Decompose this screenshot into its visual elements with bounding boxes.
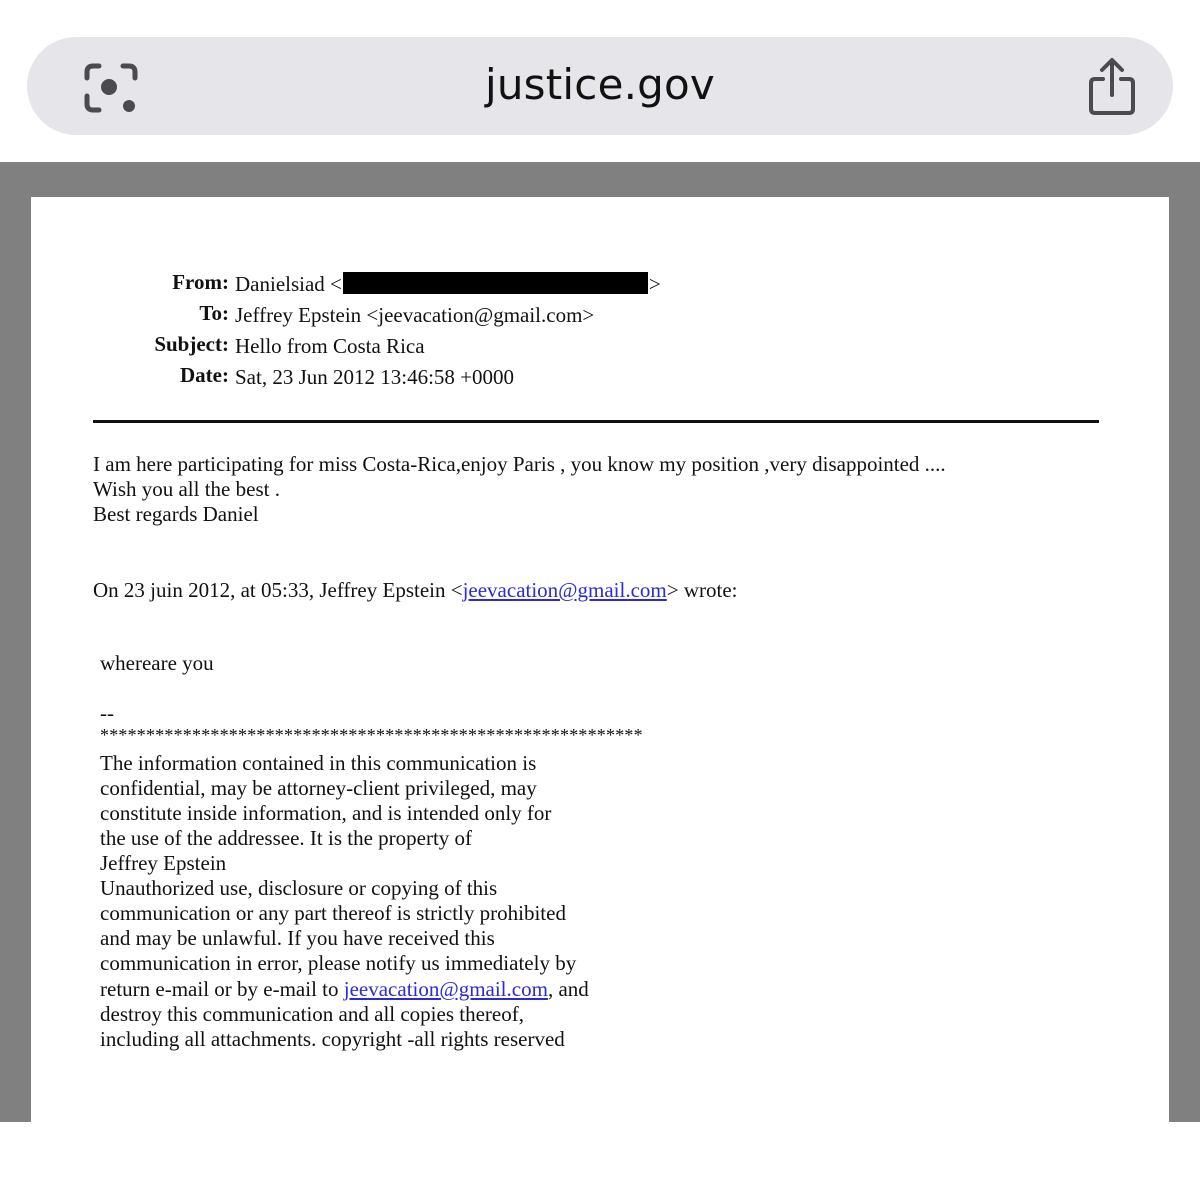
disclaimer-line: confidential, may be attorney-client privileged, may <box>100 776 537 800</box>
disclaimer-line: destroy this communication and all copies thereof, <box>100 1002 524 1026</box>
subject-value: Hello from Costa Rica <box>235 334 425 358</box>
quote-header <box>93 577 738 603</box>
disclaimer-line: Unauthorized use, disclosure or copying of this <box>100 876 498 900</box>
disclaimer-link-prefix: return e-mail or by e-mail to <box>100 977 344 1001</box>
signature-dashes: -- <box>100 701 114 725</box>
quote-email-link[interactable]: jeevacation@gmail.com <box>462 578 667 602</box>
disclaimer-line: and may be unlawful. If you have received this <box>100 926 495 950</box>
signature-stars: *********************************************************** <box>100 725 643 745</box>
disclaimer-line: the use of the addressee. It is the property of <box>100 826 473 850</box>
date-value: Sat, 23 Jun 2012 13:46:58 +0000 <box>235 365 515 389</box>
url-text[interactable]: justice.gov <box>484 60 715 109</box>
disclaimer-line: Jeffrey Epstein <box>100 851 227 875</box>
disclaimer-line: including all attachments. copyright -all rights reserved <box>100 1027 565 1051</box>
quote-header-prefix: On 23 juin 2012, at 05:33, Jeffrey Epstein < <box>93 578 463 602</box>
subject-label: Subject: <box>154 332 229 356</box>
quoted-message: whereare you <box>100 651 214 675</box>
disclaimer-email-link[interactable]: jeevacation@gmail.com <box>343 977 548 1001</box>
body-line: Wish you all the best . <box>93 477 280 501</box>
disclaimer-line: communication in error, please notify us immediately by <box>100 951 577 975</box>
disclaimer-link-suffix: , and <box>547 977 589 1001</box>
disclaimer-line: constitute inside information, and is intended only for <box>100 801 552 825</box>
to-value: Jeffrey Epstein <jeevacation@gmail.com> <box>235 303 595 327</box>
disclaimer-link-line <box>100 976 589 1002</box>
from-end: > <box>648 272 661 296</box>
body-line: I am here participating for miss Costa-Rica,enjoy Paris , you know my position ,very disappointed .... <box>93 452 946 476</box>
redaction-box <box>343 272 648 294</box>
browser-toolbar <box>0 0 1200 162</box>
to-label: To: <box>199 301 229 325</box>
document-viewer[interactable] <box>0 162 1200 1122</box>
date-label: Date: <box>180 363 229 387</box>
disclaimer-line: The information contained in this communication is <box>100 751 537 775</box>
disclaimer-line: communication or any part thereof is strictly prohibited <box>100 901 566 925</box>
share-icon[interactable] <box>1085 57 1139 117</box>
address-bar[interactable] <box>27 37 1173 135</box>
header-divider <box>93 420 1099 423</box>
from-name: Danielsiad < <box>235 272 342 296</box>
from-label: From: <box>172 270 229 294</box>
quote-header-suffix: > wrote: <box>666 578 738 602</box>
body-line: Best regards Daniel <box>93 502 259 526</box>
document-page <box>31 197 1169 1197</box>
from-value <box>235 270 661 298</box>
